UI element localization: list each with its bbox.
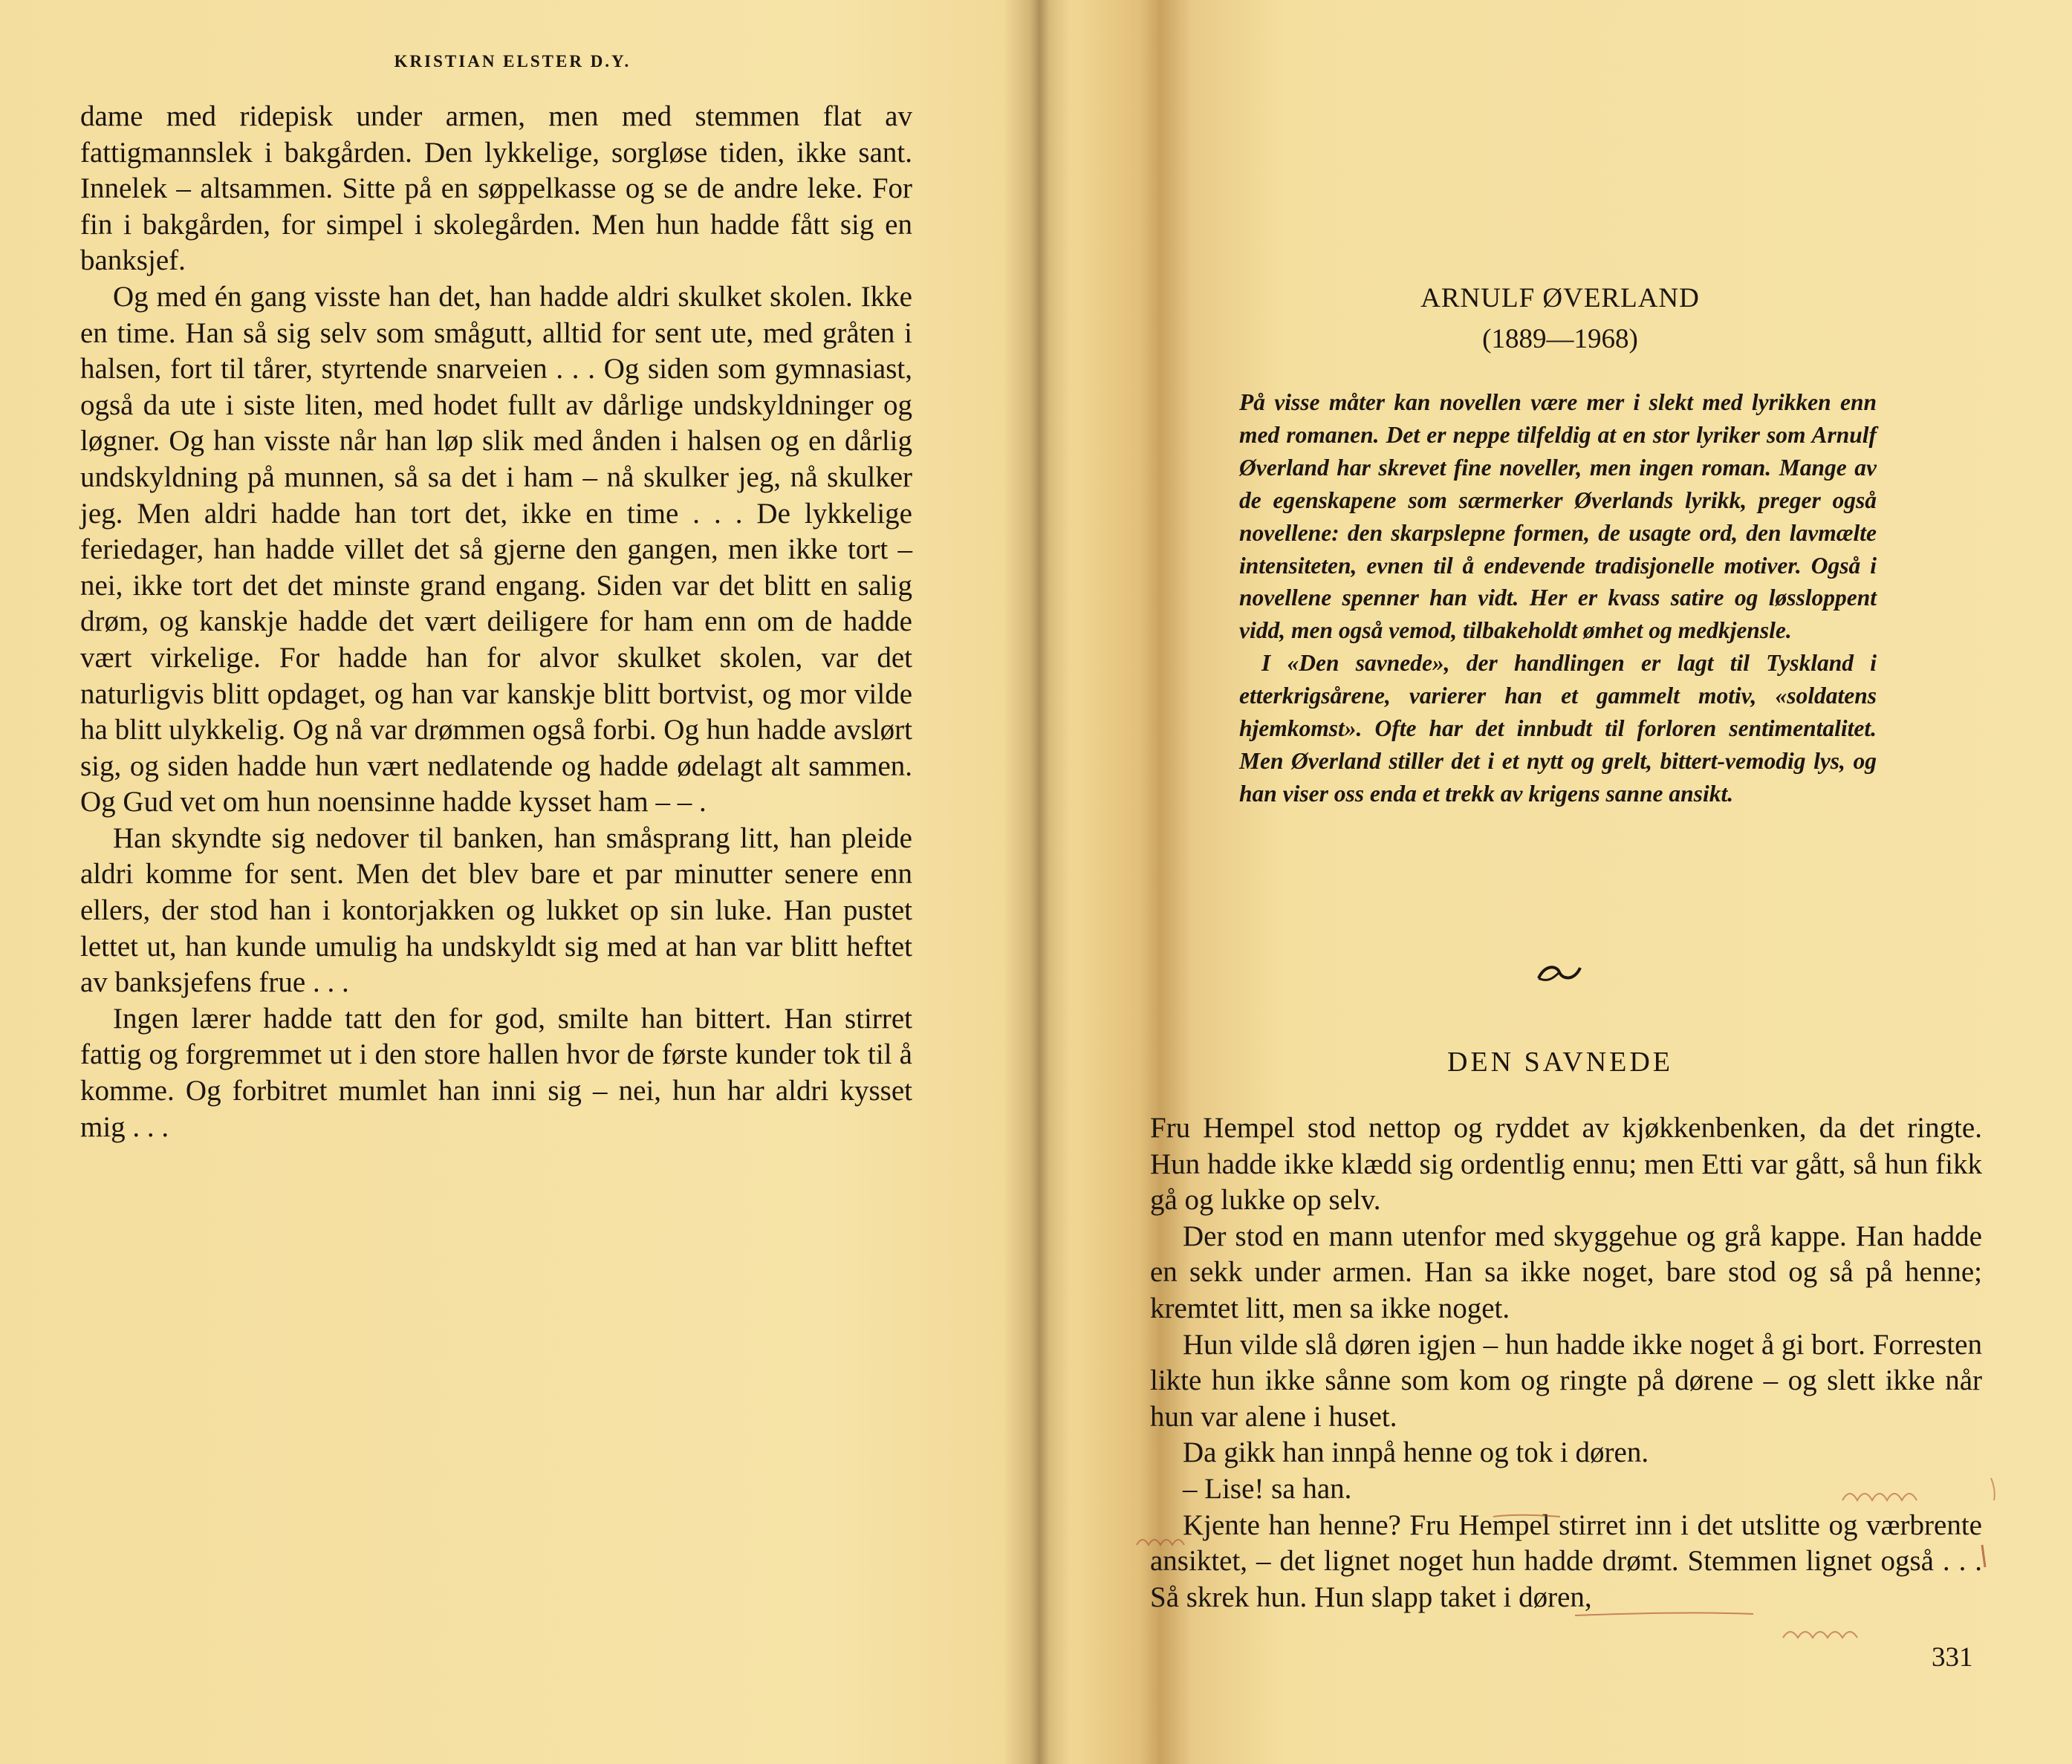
author-years: (1889—1968) <box>1482 324 1638 354</box>
paragraph: Hun vilde slå døren igjen – hun hadde ikke noget å gi bort. Forresten likte hun ikke sånne som kom og ringte på dørene – og slett ikke når hun var alene i huset. <box>1150 1328 1982 1433</box>
paragraph: Ingen lærer hadde tatt den for god, smilte han bittert. Han stirret fattig og forgremmet ut i den store hallen hvor de første kunder tok til å komme. Og forbitret mumlet han inni sig – nei, hun har aldri kysset mig . . . <box>80 1002 912 1143</box>
paragraph: Kjente han henne? Fru Hempel stirret inn i det utslitte og værbrente ansiktet, – det lignet noget hun hadde drømt. Stemmen lignet også . . . Så skrek hun. Hun slapp taket i døren, <box>1150 1508 1982 1613</box>
intro-paragraph: På visse måter kan novellen være mer i slekt med lyrikken enn med romanen. Det er neppe tilfeldig at en stor lyriker som Arnulf Øverland har skrevet fine noveller, men ingen roman. Mange av de egenskapene som særmerker Øverlands lyrikk, preger også novellene: den skarpslepne formen, de usagte ord, den lavmælte intensiteten, evnen til å endevende tradisjonelle motiver. Også i novellene spenner han vidt. Her er kvass satire og løssloppent vidd, men også vemod, tilbakeholdt ømhet og medkjensle. <box>1239 389 1877 644</box>
left-page <box>0 0 1025 1764</box>
paragraph: Han skyndte sig nedover til banken, han småsprang litt, han pleide aldri komme for sent. Men det blev bare et par minutter senere enn ellers, der stod han i kontorjakken og lukket op sin luke. Han pustet lettet ut, han kunde umulig ha undskyldt sig med at han var blitt heftet av banksjefens frue . . . <box>80 821 912 999</box>
paragraph: Fru Hempel stod nettop og ryddet av kjøkkenbenken, da det ringte. Hun hadde ikke klædd sig ordentlig ennu; men Etti var gått, så hun fikk gå og lukke op selv. <box>1150 1112 1982 1217</box>
running-head: KRISTIAN ELSTER D.Y. <box>394 52 631 71</box>
paragraph: – Lise! sa han. <box>1183 1472 1352 1505</box>
paragraph: Der stod en mann utenfor med skyggehue og grå kappe. Han hadde en sekk under armen. Han sa ikke noget, bare stod og så på henne; kremtet litt, men sa ikke noget. <box>1150 1220 1982 1324</box>
author-name: ARNULF ØVERLAND <box>1420 283 1700 313</box>
paragraph: Og med én gang visste han det, han hadde aldri skulket skolen. Ikke en time. Han så sig selv som smågutt, alltid for sent ute, med gråten i halsen, fort til tårer, styrtende snarveien . . . Og siden som gymnasiast, også da ute i siste liten, med hodet fullt av dårlige undskyldninger og løgner. Og han visste når han løp slik med ånden i halsen og en dårlig undskyldning på munnen, så sa det i ham – nå skulker jeg, nå skulker jeg. Men aldri hadde han tort det, ikke en time . . . De lykkelige feriedager, han hadde villet det så gjerne den gangen, men ikke tort – nei, ikke tort det det minste grand engang. Siden var det blitt en salig drøm, og kanskje hadde det vært deiligere for ham enn om de hadde vært virkelige. For hadde han for alvor skulket skolen, var det naturligvis blitt opdaget, og han var kanskje blitt bortvist, og mor vilde ha blitt ulykkelig. Og nå var drømmen også forbi. Og hun hadde avslørt sig, og siden hadde hun vært nedlatende og hadde ødelagt alt sammen. Og Gud vet om hun noensinne hadde kysset ham – – . <box>80 280 912 818</box>
left-body-text <box>80 99 912 1145</box>
author-introduction <box>1239 386 1877 810</box>
story-title: DEN SAVNEDE <box>1446 1047 1674 1078</box>
pencil-annotations-icon <box>1114 1471 2021 1649</box>
ornament-icon <box>1534 960 1583 986</box>
paragraph: Da gikk han innpå henne og tok i døren. <box>1183 1436 1649 1469</box>
paragraph: dame med ridepisk under armen, men med stemmen flat av fattigmannslek i bakgården. Den lykkelige, sorgløse tiden, ikke sant. Innelek – altsammen. Sitte på en søppelkasse og se de andre leke. For fin i bakgården, for simpel i skolegården. Men hun hadde fått sig en banksjef. <box>80 100 912 277</box>
intro-paragraph: I «Den savnede», der handlingen er lagt til Tyskland i etterkrigsårene, varierer han et gammelt motiv, «soldatens hjemkomst». Ofte har det innbudt til forloren sentimentalitet. Men Øverland stiller det i et nytt og grelt, bittert-vemodig lys, og han viser oss enda et trekk av krigens sanne ansikt. <box>1239 650 1877 807</box>
page-number: 331 <box>1932 1642 1973 1673</box>
